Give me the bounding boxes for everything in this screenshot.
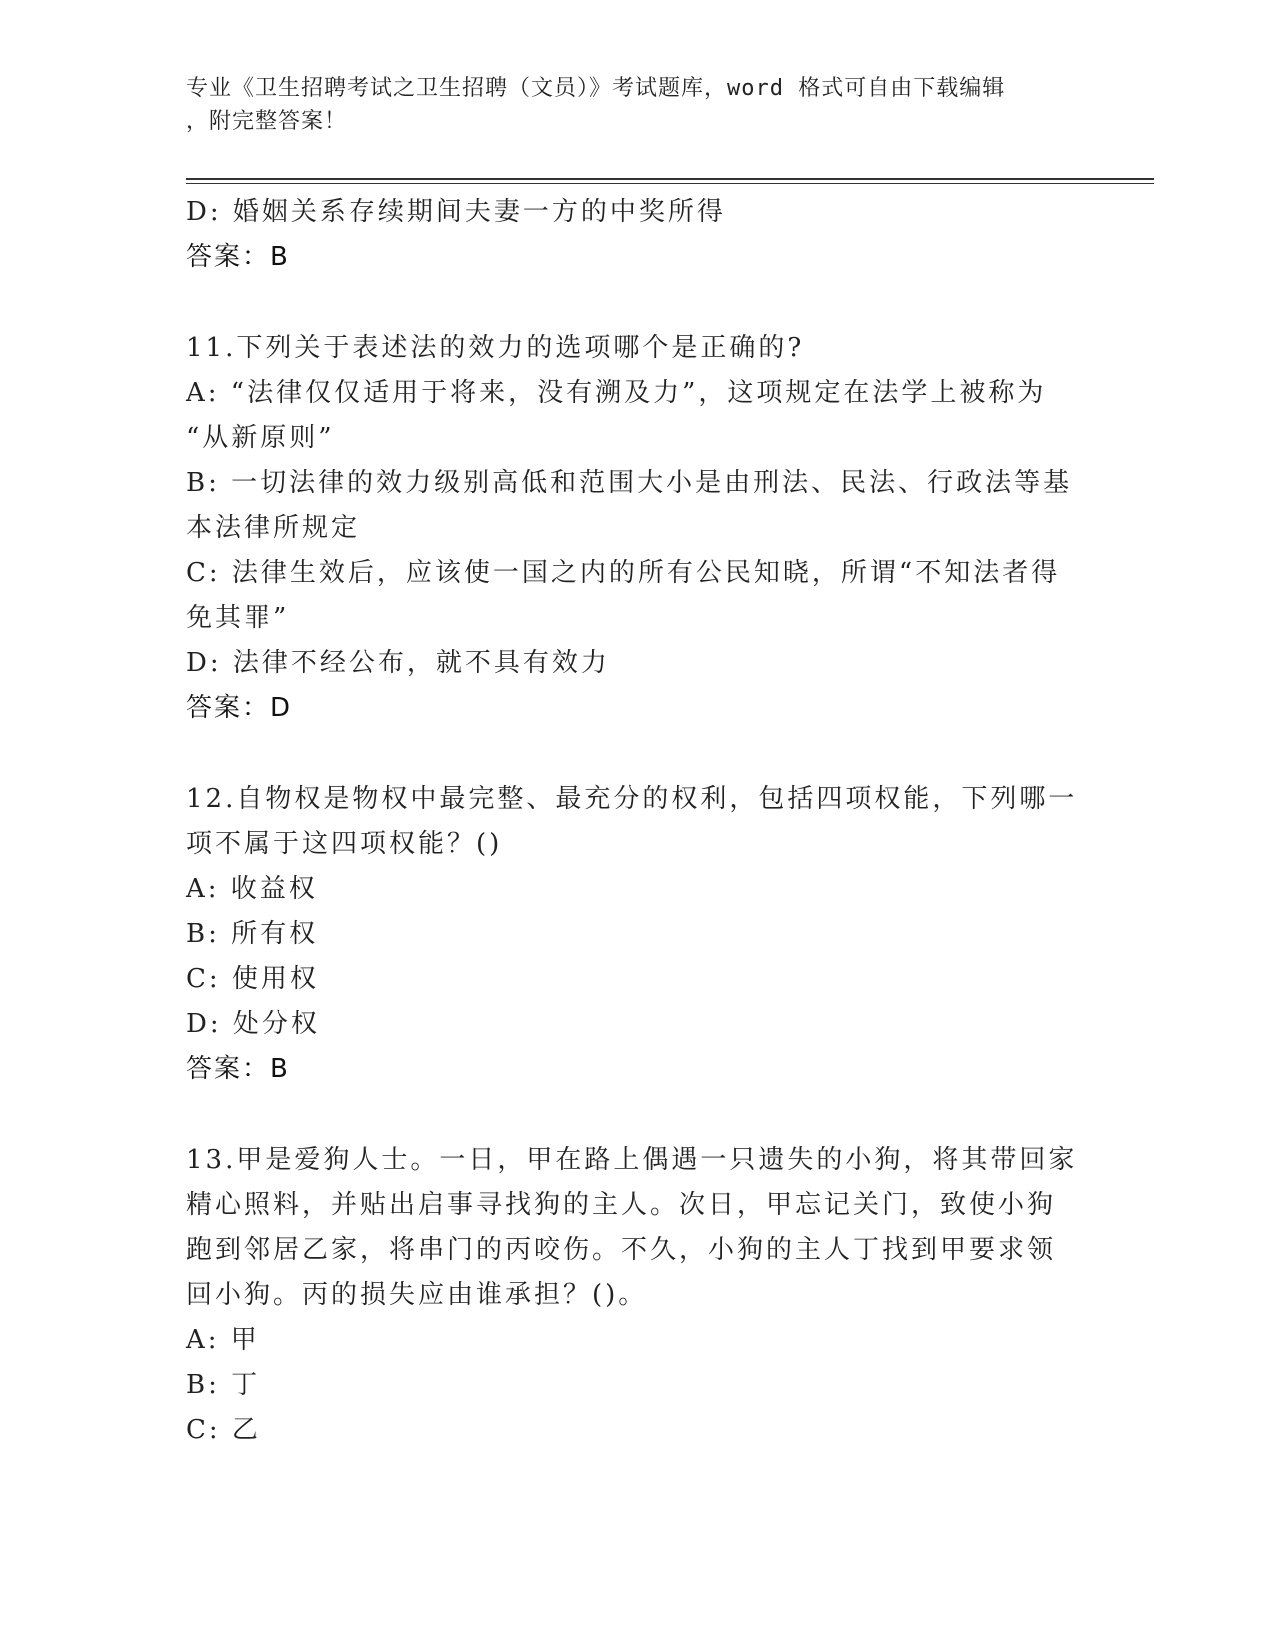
option-a-line-1: A: “法律仅仅适用于将来，没有溯及力”，这项规定在法学上被称为	[186, 378, 1047, 408]
page-header	[186, 72, 1076, 138]
question-text-line-2: 项不属于这四项权能？()	[186, 829, 503, 859]
question-text-line-2: 精心照料，并贴出启事寻找狗的主人。次日，甲忘记关门，致使小狗	[186, 1190, 1057, 1220]
spacer	[186, 280, 1066, 326]
option-d: D: 处分权	[186, 1009, 320, 1039]
spacer	[186, 731, 1066, 777]
option-c-line-1: C: 法律生效后，应该使一国之内的所有公民知晓，所谓“不知法者得	[186, 558, 1061, 588]
option-a-line-2: “从新原则”	[186, 423, 335, 453]
option-d: D: 法律不经公布，就不具有效力	[186, 648, 610, 678]
option-a: A: 甲	[186, 1325, 260, 1355]
question-text-line-3: 跑到邻居乙家，将串门的丙咬伤。不久，小狗的主人丁找到甲要求领	[186, 1235, 1057, 1265]
option-b: B: 所有权	[186, 919, 319, 949]
question-12	[186, 777, 1078, 1092]
answer-line: 答案：D	[186, 693, 293, 723]
answer-line: 答案：B	[186, 1054, 290, 1084]
spacer	[186, 1092, 1066, 1138]
option-b-line-2: 本法律所规定	[186, 513, 361, 543]
question-text-line-1: 13.甲是爱狗人士。一日，甲在路上偶遇一只遗失的小狗，将其带回家	[186, 1145, 1078, 1175]
option-c: C: 乙	[186, 1415, 261, 1445]
header-rule-thick	[186, 178, 1154, 180]
option-d: D: 婚姻关系存续期间夫妻一方的中奖所得	[186, 197, 726, 227]
header-line-1: 专业《卫生招聘考试之卫生招聘（文员）》考试题库，word 格式可自由下载编辑	[186, 76, 1006, 101]
question-text-line-4: 回小狗。丙的损失应由谁承担？()。	[186, 1280, 648, 1310]
question-text-line-1: 12.自物权是物权中最完整、最充分的权利，包括四项权能，下列哪一	[186, 784, 1078, 814]
question-10-tail	[186, 190, 1066, 280]
header-rule-thin	[186, 183, 1154, 184]
question-13	[186, 1138, 1078, 1453]
option-c-line-2: 免其罪”	[186, 603, 290, 633]
question-content	[186, 190, 1078, 1453]
header-line-2: ，附完整答案！	[186, 109, 348, 134]
option-c: C: 使用权	[186, 964, 319, 994]
option-a: A: 收益权	[186, 874, 318, 904]
option-b: B: 丁	[186, 1370, 261, 1400]
option-b-line-1: B: 一切法律的效力级别高低和范围大小是由刑法、民法、行政法等基	[186, 468, 1073, 498]
question-text: 11.下列关于表述法的效力的选项哪个是正确的?	[186, 333, 805, 363]
question-11	[186, 326, 1073, 731]
answer-line: 答案：B	[186, 242, 290, 272]
